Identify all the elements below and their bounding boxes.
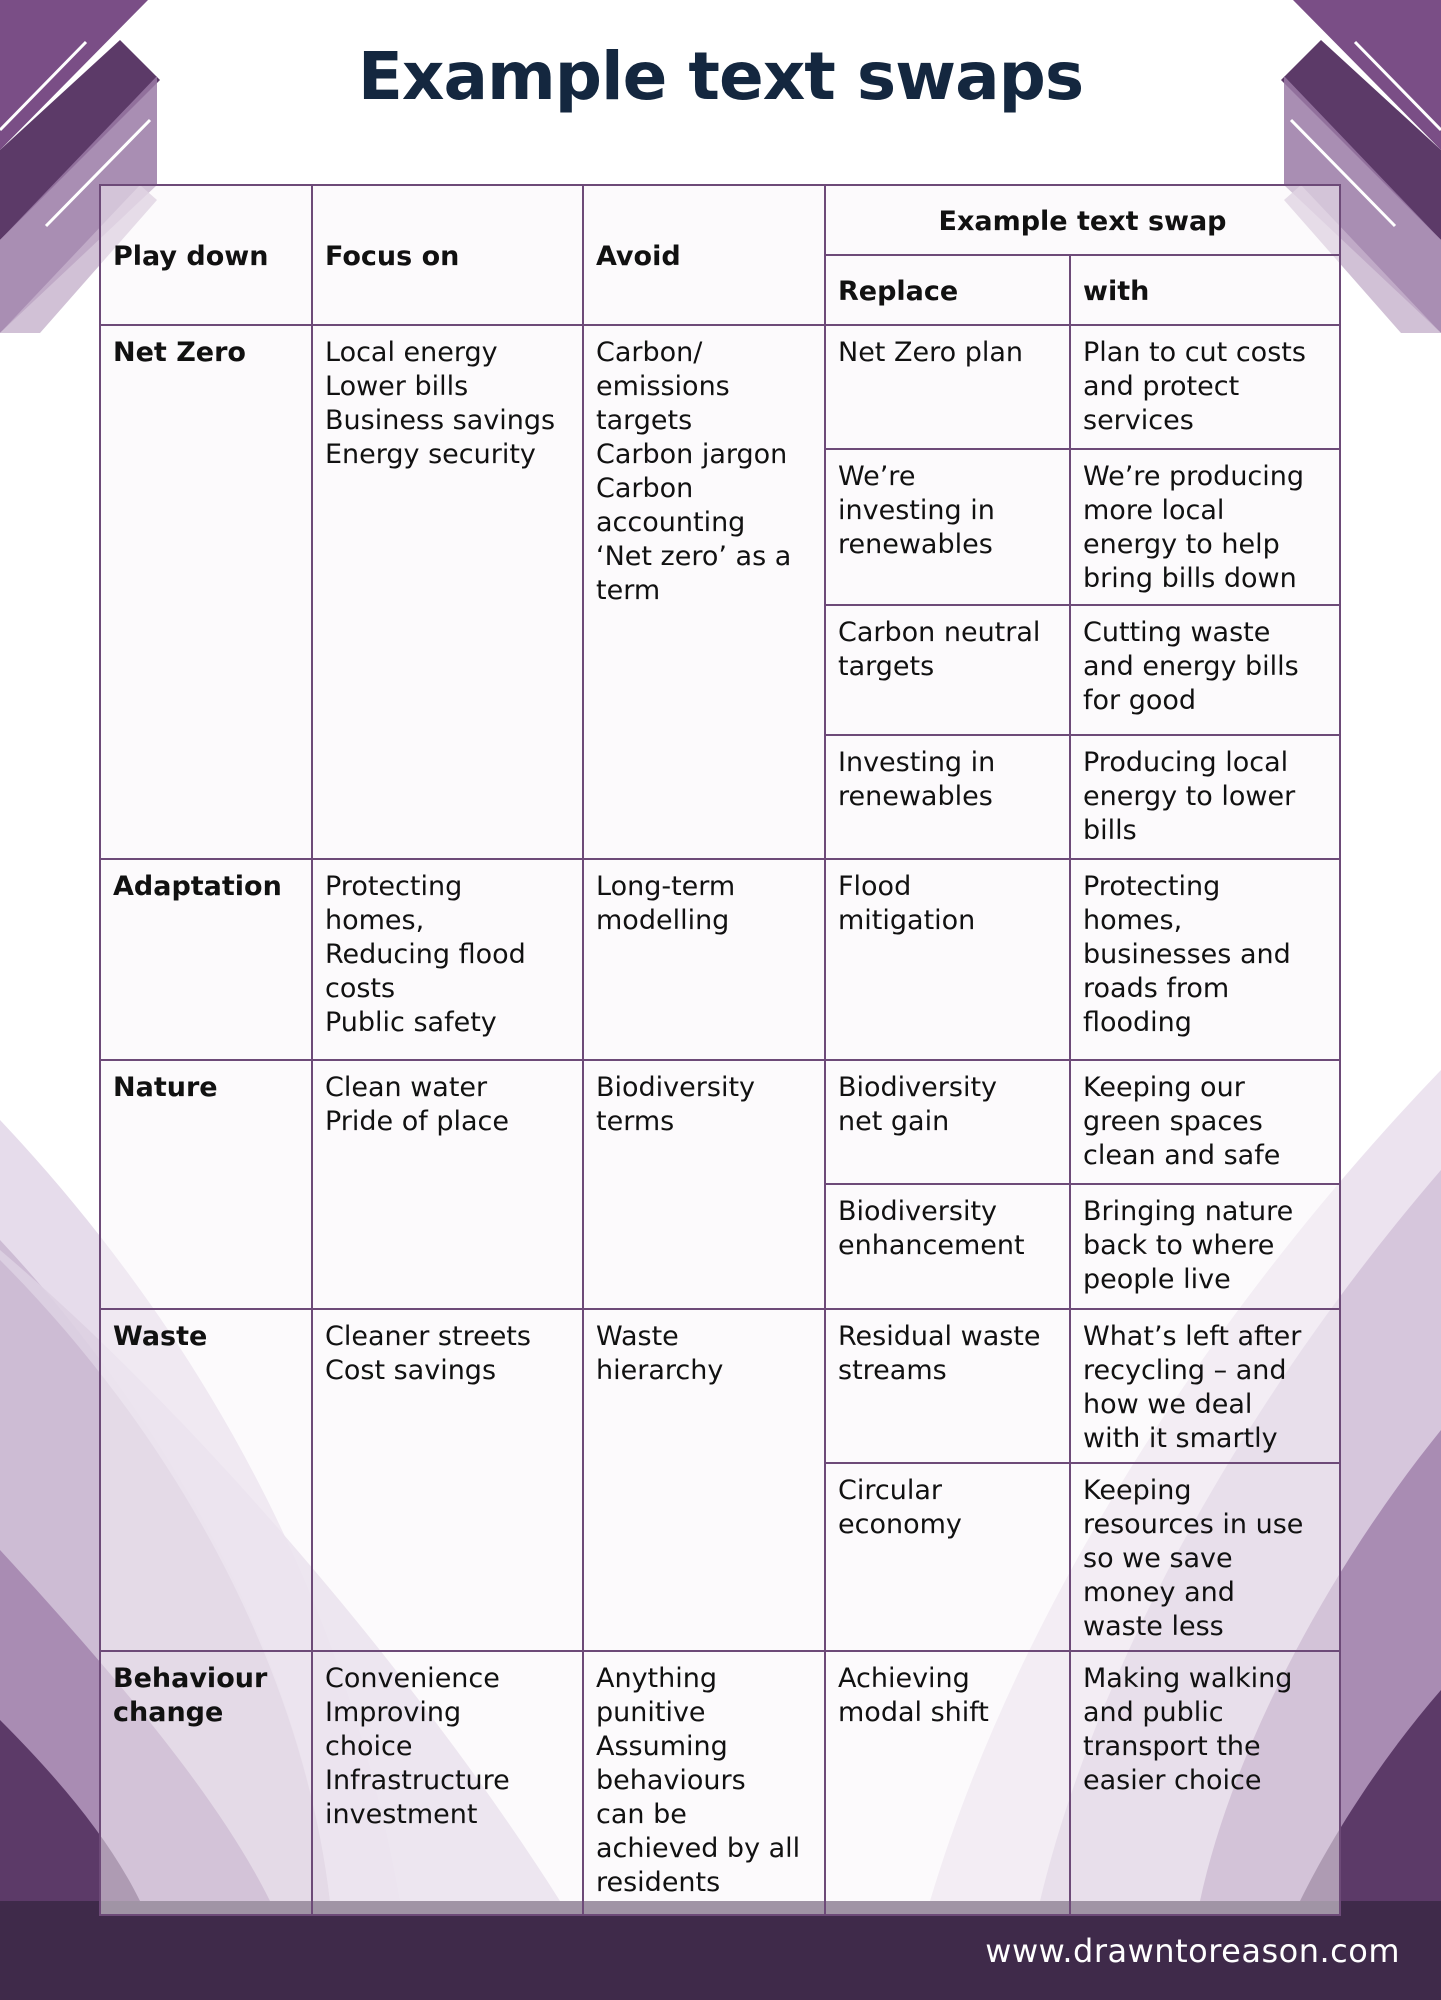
focus-cell: Clean water Pride of place [312,1060,583,1309]
table-row [100,1309,1340,1463]
replace-cell: Residual waste streams [825,1309,1070,1463]
table-row [100,859,1340,1060]
replace-cell: Biodiversity net gain [825,1060,1070,1184]
with-cell: Cutting waste and energy bills for good [1070,605,1340,735]
header-replace: Replace [825,255,1070,325]
with-cell: We’re producing more local energy to help bring bills down [1070,449,1340,605]
replace-cell: Biodiversity enhancement [825,1184,1070,1309]
replace-cell: Net Zero plan [825,325,1070,449]
with-cell: Protecting homes, businesses and roads from flooding [1070,859,1340,1060]
with-cell: What’s left after recycling – and how we deal with it smartly [1070,1309,1340,1463]
theme-cell: Net Zero [100,325,312,859]
avoid-cell: Carbon/ emissions targets Carbon jargon Carbon accounting ‘Net zero’ as a term [583,325,825,859]
focus-cell: Protecting homes, Reducing flood costs Public safety [312,859,583,1060]
theme-cell: Waste [100,1309,312,1651]
with-cell: Bringing nature back to where people live [1070,1184,1340,1309]
avoid-cell: Anything punitive Assuming behaviours can be achieved by all residents [583,1651,825,1915]
swap-table-container [99,184,1339,1916]
focus-cell: Local energy Lower bills Business savings Energy security [312,325,583,859]
replace-cell: Flood mitigation [825,859,1070,1060]
header-example-text-swap: Example text swap [825,185,1340,255]
text-swap-table [99,184,1341,1916]
avoid-cell: Long-term modelling [583,859,825,1060]
focus-cell: Convenience Improving choice Infrastructure investment [312,1651,583,1915]
table-row [100,1060,1340,1184]
replace-cell: Circular economy [825,1463,1070,1651]
replace-cell: Investing in renewables [825,735,1070,859]
focus-cell: Cleaner streets Cost savings [312,1309,583,1651]
with-cell: Producing local energy to lower bills [1070,735,1340,859]
with-cell: Making walking and public transport the easier choice [1070,1651,1340,1915]
with-cell: Keeping resources in use so we save money and waste less [1070,1463,1340,1651]
header-with: with [1070,255,1340,325]
page-title: Example text swaps [357,38,1084,115]
replace-cell: We’re investing in renewables [825,449,1070,605]
header-play-down: Play down [100,185,312,325]
header-avoid: Avoid [583,185,825,325]
avoid-cell: Waste hierarchy [583,1309,825,1651]
footer-url[interactable]: www.drawntoreason.com [985,1932,1400,1970]
theme-cell: Nature [100,1060,312,1309]
avoid-cell: Biodiversity terms [583,1060,825,1309]
table-row [100,325,1340,449]
replace-cell: Achieving modal shift [825,1651,1070,1915]
with-cell: Keeping our green spaces clean and safe [1070,1060,1340,1184]
theme-cell: Adaptation [100,859,312,1060]
table-row [100,1651,1340,1915]
with-cell: Plan to cut costs and protect services [1070,325,1340,449]
replace-cell: Carbon neutral targets [825,605,1070,735]
theme-cell: Behaviour change [100,1651,312,1915]
header-focus-on: Focus on [312,185,583,325]
